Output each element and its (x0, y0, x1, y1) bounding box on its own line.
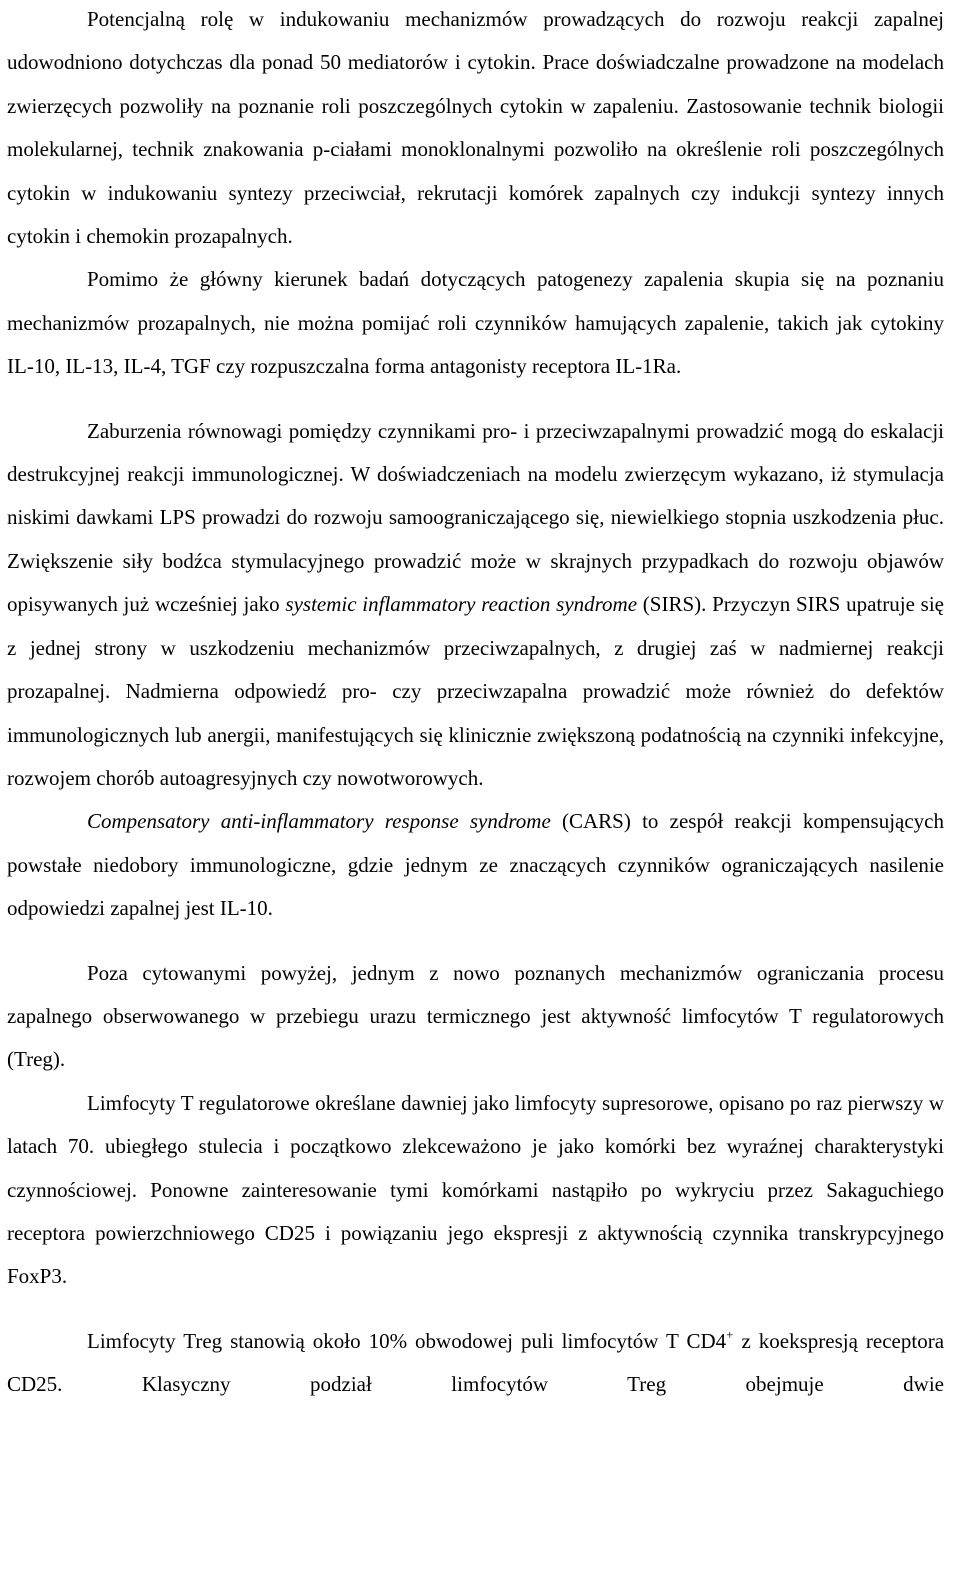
paragraph-text: Poza cytowanymi powyżej, jednym z nowo poznanych mechanizmów ograniczania procesu zapalnego obserwowanego w przebiegu urazu termicznego jest aktywność limfocytów T regulatorowych (Treg). (7, 960, 944, 1072)
paragraph-text: Zaburzenia równowagi pomiędzy czynnikami pro- i przeciwzapalnymi prowadzić mogą do eskalacji destrukcyjnej reakcji immunologicznej. W doświadczeniach na modelu zwierzęcym wykazano, iż stymulacja niskimi dawkami LPS prowadzi do rozwoju samoograniczającego się, niewielkiego stopnia uszkodzenia płuc. Zwiększenie siły bodźca stymulacyjnego prowadzić może w skrajnych przypadkach do rozwoju objawów opisywanych już wcześniej jako (7, 418, 944, 617)
paragraph-text: Zastosowanie technik biologii molekularnej, technik znakowania p-ciałami monoklonalnymi pozwoliło na określenie roli poszczególnych cytokin w indukowaniu syntezy przeciwciał, rekrutacji komórek zapalnych czy indukcji syntezy innych cytokin i chemokin prozapalnych. (7, 93, 945, 249)
document-page (7, 0, 944, 1407)
paragraph-sirs (7, 410, 944, 801)
paragraph-text: (CARS) to zespół reakcji kompensujących powstałe niedobory immunologiczne, gdzie jednym ze znaczących czynników ograniczających nasilenie odpowiedzi zapalnej jest IL-10. (7, 809, 944, 921)
paragraph-treg-history (7, 1082, 944, 1299)
paragraph-text: Limfocyty T regulatorowe określane dawniej jako limfocyty supresorowe, opisano po raz pierwszy w latach 70. ubiegłego stulecia i początkowo zlekceważono je jako komórki bez wyraźnej charakterystyki czynnościowej. Ponowne zainteresowanie tymi komórkami nastąpiło po wykryciu przez Sakaguchiego receptora powierzchniowego CD25 i powiązaniu jego ekspresji z aktywnością czynnika transkrypcyjnego FoxP3. (7, 1090, 944, 1289)
superscript-plus: + (726, 1326, 734, 1342)
italic-term-cars: Compensatory anti-inflammatory response syndrome (87, 809, 551, 834)
paragraph-text: Potencjalną rolę w indukowaniu mechanizmów prowadzących do rozwoju reakcji zapalnej udowodniono dotychczas dla ponad 50 mediatorów i cytokin. Prace doświadczalne prowadzone na modelach zwierzęcych pozwoliły na poznanie roli poszczególnych cytokin w zapaleniu. (7, 7, 944, 118)
paragraph-anti-inflammatory-factors (7, 258, 944, 388)
italic-term-sirs: systemic inflammatory reaction syndrome (285, 592, 638, 617)
paragraph-cytokine-mediators (7, 0, 944, 258)
paragraph-text: Pomimo że główny kierunek badań dotyczących patogenezy zapalenia skupia się na poznaniu mechanizmów prozapalnych, nie można pomijać roli czynników hamujących zapalenie, takich jak cytokiny IL-10, IL-13, IL-4, TGF czy rozpuszczalna forma antagonisty receptora IL-1Ra. (7, 267, 944, 379)
paragraph-spacer (7, 389, 944, 410)
paragraph-spacer (7, 931, 944, 952)
paragraph-spacer (7, 1299, 944, 1320)
paragraph-treg-intro (7, 952, 944, 1082)
paragraph-cars (7, 800, 944, 930)
paragraph-text: Limfocyty Treg stanowią około 10% obwodowej puli limfocytów T CD4 (87, 1328, 727, 1353)
paragraph-treg-proportion (7, 1320, 944, 1407)
paragraph-text: (SIRS). Przyczyn SIRS upatruje się z jednej strony w uszkodzeniu mechanizmów przeciwzapalnych, z drugiej zaś w nadmiernej reakcji prozapalnej. Nadmierna odpowiedź pro- czy przeciwzapalna prowadzić może również do defektów immunologicznych lub anergii, manifestujących się klinicznie zwiększoną podatnością na czynniki infekcyjne, rozwojem chorób autoagresyjnych czy nowotworowych. (7, 592, 944, 790)
paragraph-text: z koekspresją receptora CD25. Klasyczny podział limfocytów Treg obejmuje dwie (7, 1328, 945, 1397)
